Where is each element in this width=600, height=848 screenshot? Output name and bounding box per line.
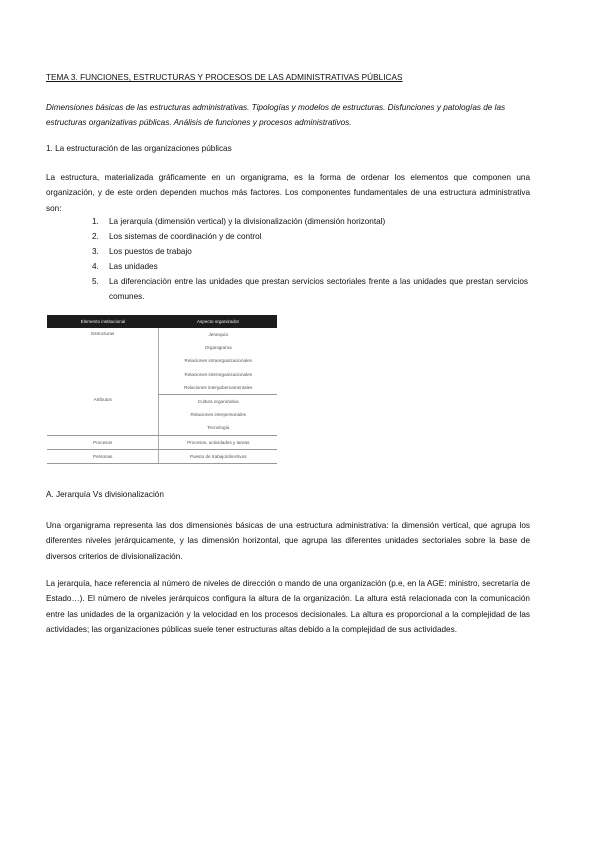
list-text: Los sistemas de coordinación y de control: [109, 232, 262, 241]
structure-table: [47, 315, 277, 464]
table-cell: Puesto de trabajo/directivos: [159, 449, 277, 463]
list-item: [92, 259, 528, 274]
table-cell: Procesos, actividades y tareas: [159, 435, 277, 449]
table-cell: Relaciones interpersonales: [159, 408, 277, 421]
list-text: La diferenciación entre las unidades que prestan servicios sectoriales frente a las unidades que prestan servicios comunes.: [109, 277, 528, 301]
table-cell: Tecnología: [159, 421, 277, 435]
table-row: [47, 328, 277, 341]
list-text: Las unidades: [109, 262, 158, 271]
section1-heading: 1. La estructuración de las organizaciones públicas: [46, 144, 232, 153]
table-header-cell: Elemento institucional: [47, 315, 159, 328]
table-cell: Relaciones intraorganizacionales: [159, 354, 277, 367]
section2-paragraph-1: Una organigrama representa las dos dimensiones básicas de una estructura administrativa: la dimensión vertical, que agrupa los diferentes niveles jerárquicamente, y las dimensión horizontal, que agrupa las diferentes unidades sectoriales sobre la base de diversos criterios de divisionalización.: [46, 521, 530, 561]
list-number: 2.: [92, 232, 99, 241]
table-cell: Estructuras: [91, 331, 115, 336]
table-cell: Atributos: [47, 394, 159, 435]
table-cell: Personas: [47, 449, 159, 463]
table-cell: Procesos: [47, 435, 159, 449]
table-cell: Organigrama: [159, 341, 277, 354]
list-number: 5.: [92, 277, 99, 286]
section2-heading: A. Jerarquía Vs divisionalización: [46, 490, 164, 499]
list-number: 4.: [92, 262, 99, 271]
list-number: 3.: [92, 247, 99, 256]
table-row: [47, 449, 277, 463]
table-row: [47, 394, 277, 408]
list-number: 1.: [92, 217, 99, 226]
list-item: [92, 214, 528, 229]
table-header-cell: Aspecto organizador: [159, 315, 277, 328]
document-intro: Dimensiones básicas de las estructuras administrativas. Tipologías y modelos de estructuras. Disfunciones y patologías de las estructuras organizativas públicas. Análisis de funciones y procesos administrativos.: [46, 103, 506, 127]
list-item: [92, 244, 528, 259]
table-cell: Relaciones interorganizacionales: [159, 368, 277, 381]
components-list: [92, 214, 528, 304]
list-item: [92, 229, 528, 244]
table-cell: Relaciones intergubernamentales: [159, 381, 277, 395]
table-cell: Cultura organizativa: [159, 394, 277, 408]
section2-paragraph-2: La jerarquía, hace referencia al número de niveles de dirección o mando de una organización (p.e, en la AGE: ministro, secretaría de Estado…). El número de niveles jerárquicos configura la altura de la organización. La altura está relacionada con la comunicación entre las unidades de la organización y la velocidad en los procesos decisionales. La altura es proporcional a la complejidad de las actividades; las organizaciones públicas suele tener estructuras altas debido a la complejidad de sus actividades.: [46, 579, 530, 635]
section1-paragraph: La estructura, materializada gráficamente en un organigrama, es la forma de ordenar los elementos que componen una organización, y de este orden dependen muchos más factores. Los componentes fundamentales de una estructura administrativa son:: [46, 173, 530, 213]
list-text: Los puestos de trabajo: [109, 247, 192, 256]
list-text: La jerarquía (dimensión vertical) y la divisionalización (dimensión horizontal): [109, 217, 386, 226]
document-title: TEMA 3. FUNCIONES, ESTRUCTURAS Y PROCESOS DE LAS ADMINISTRATIVAS PÚBLICAS: [46, 73, 403, 82]
table-cell: Jerarquía: [159, 328, 277, 341]
table-header-row: [47, 315, 277, 328]
list-item: [92, 274, 528, 304]
table-row: [47, 435, 277, 449]
